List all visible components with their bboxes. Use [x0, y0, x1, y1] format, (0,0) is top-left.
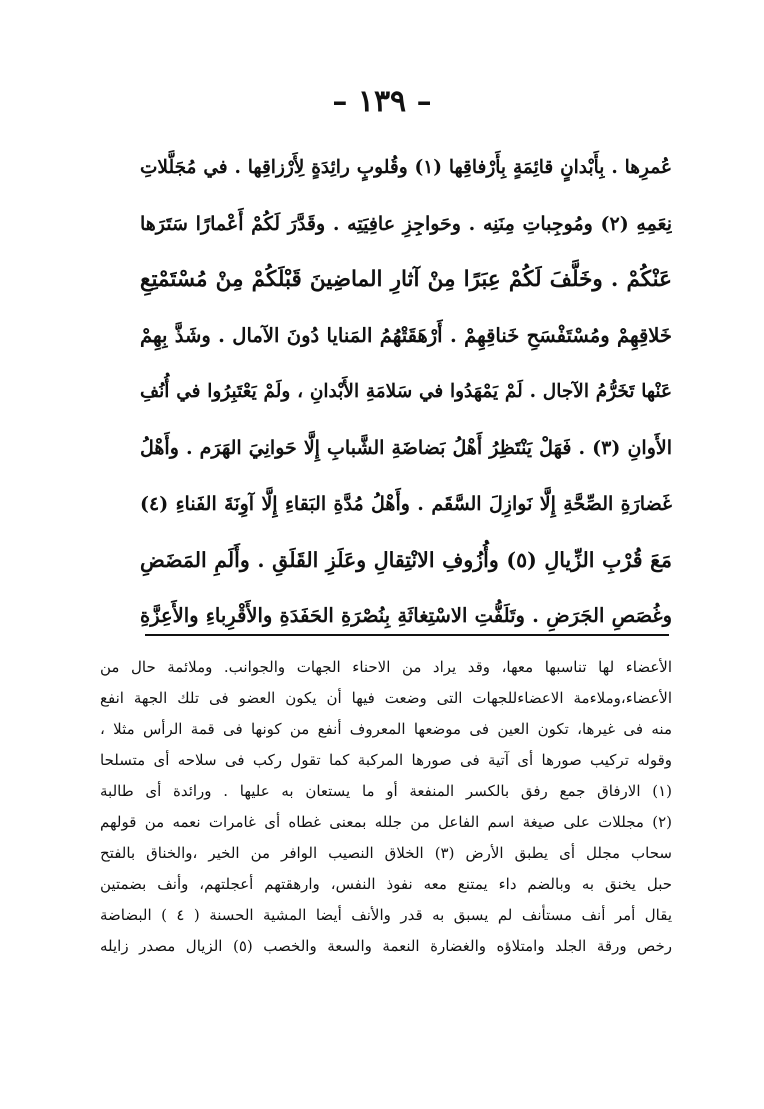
footnote-line: يقال أمر أنف مستأنف لم يسبق به قدر والأنف أيضا المشية الحسنة ( ٤ ) البضاضة: [100, 906, 672, 924]
main-text-line: عُمرِها . بِأَبْدانٍ قائِمَةٍ بِأَرْفاقِها (١) وقُلوبٍ رائِدَةٍ لِأَرْزاقِها . في مُجَلَّلاتِ: [140, 157, 672, 178]
page-number: – ١٣٩ –: [332, 84, 432, 119]
footnote-line: منه فى غيرها، تكون العين فى موضعها المعروف أنفع من كونها فى قمة الرأس مثلا ،: [100, 720, 672, 738]
footnotes-block: [100, 652, 672, 962]
main-text-block: [140, 140, 672, 644]
footnote-divider: [145, 634, 669, 636]
main-text-line: عَنْكُمْ . وخَلَّفَ لَكُمْ عِبَرًا مِنْ آثارِ الماضِينَ قَبْلَكُمْ مِنْ مُسْتَمْتِعِ: [140, 267, 672, 292]
footnote-line: الأعضاء لها تناسبها معها، وقد يراد من الاحناء الجهات والجوانب. وملائمة حال من: [100, 658, 672, 676]
main-text-line: عَنْها تَخَرُّمُ الآجال . لَمْ يَمْهَدُوا في سَلامَةِ الأَبْدانِ ، ولَمْ يَعْتَبِرُوا في أُنُفِ: [140, 381, 672, 402]
main-text-line: خَلاقِهِمْ ومُسْتَفْسَحِ خَناقِهِمْ . أَرْهَقَتْهُمُ المَنايا دُونَ الآمال . وشَذَّ بِهِمْ: [140, 324, 672, 347]
main-text-line: غَضارَةِ الصِّحَّةِ إِلَّا نَوازِلَ السَّقَم . وأَهْلُ مُدَّةِ البَقاءِ إِلَّا آوِنَةَ الفَناءِ (٤): [140, 493, 672, 515]
main-text-line: وغُصَصِ الجَرَضِ . وتَلَفُّتِ الاسْتِغاثَةِ بِنُصْرَةِ الحَفَدَةِ والأَقْرِباءِ والأَعِزَّةِ: [140, 604, 672, 627]
footnote-line: وقوله تركيب صورها أى آتية فى صورها المركبة كما تقول ركب فى سلاحه أى متسلحا: [100, 751, 672, 769]
footnote-line: (٢) مجللات على صيغة اسم الفاعل من جلله بمعنى غطاه أى غامرات نعمه من قولهم: [100, 813, 672, 831]
footnote-line: سحاب مجلل أى يطبق الأرض (٣) الخلاق النصيب الوافر من الخير ،والخناق بالفتح: [100, 844, 672, 862]
footnote-line: الأعضاء،وملاءمة الاعضاءللجهات التى وضعت فيها أن يكون العضو فى تلك الجهة انفع: [100, 689, 672, 707]
main-text-line: الأَوانِ (٣) . فَهَلْ يَنْتَظِرُ أَهْلُ بَضاضَةِ الشَّبابِ إِلَّا حَوانِيَ الهَرَم . وأَهْلُ: [140, 437, 672, 459]
footnote-line: (١) الارفاق جمع رفق بالكسر المنفعة أو ما يستعان به عليها . ورائدة أى طالبة: [100, 782, 672, 800]
main-text-line: مَعَ قُرْبِ الزِّيالِ (٥) وأُزُوفِ الانْتِقالِ وعَلَزِ القَلَقِ . وأَلَمِ المَضَضِ: [140, 548, 672, 572]
footnote-line: رخص ورقة الجلد وامتلاؤه والغضارة النعمة والسعة والخصب (٥) الزيال مصدر زايله: [100, 937, 672, 955]
footnote-line: حبل يخنق به وبالضم داء يمتنع معه نفوذ النفس، وارهقتهم أعجلتهم، وأنف بضمتين: [100, 875, 672, 893]
main-text-line: نِعَمِهِ (٢) ومُوجِباتِ مِنَنِه . وحَواجِزِ عافِيَتِه . وقَدَّرَ لَكُمْ أَعْمارًا سَتَرَها: [140, 213, 672, 235]
